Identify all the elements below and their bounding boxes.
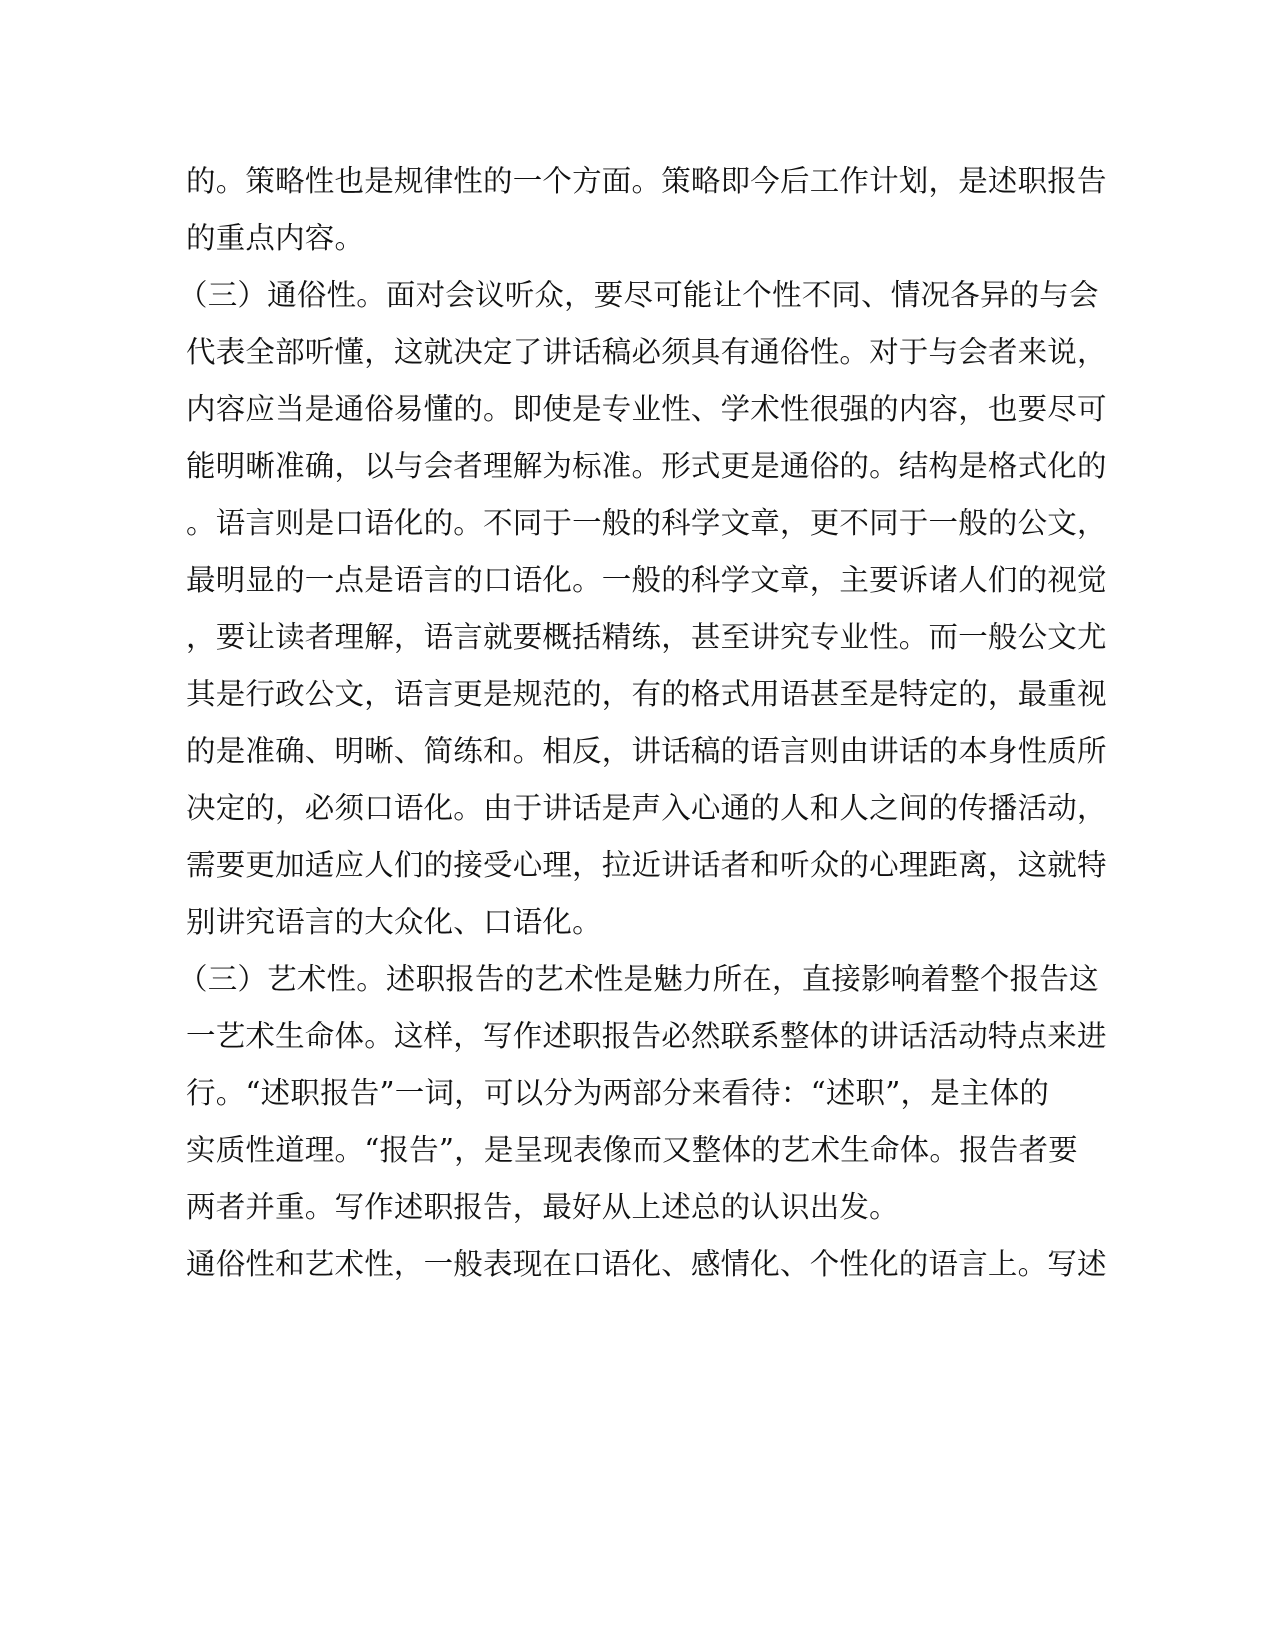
text-line: 。语言则是口语化的。不同于一般的科学文章，更不同于一般的公文， <box>186 506 1107 540</box>
text-line: 内容应当是通俗易懂的。即使是专业性、学术性很强的内容，也要尽可 <box>186 392 1107 426</box>
text-line: 实质性道理。“报告”，是呈现表像而又整体的艺术生命体。报告者要 <box>186 1133 1078 1167</box>
text-line: 的。策略性也是规律性的一个方面。策略即今后工作计划，是述职报告 <box>186 164 1107 198</box>
text-line: 两者并重。写作述职报告，最好从上述总的认识出发。 <box>186 1190 899 1224</box>
body-text <box>178 153 1107 1293</box>
text-line: 行。“述职报告”一词，可以分为两部分来看待：“述职”，是主体的 <box>186 1076 1050 1110</box>
text-line: 通俗性和艺术性，一般表现在口语化、感情化、个性化的语言上。写述 <box>186 1247 1107 1281</box>
text-line: ，要让读者理解，语言就要概括精练，甚至讲究专业性。而一般公文尤 <box>186 620 1107 654</box>
text-line: 一艺术生命体。这样，写作述职报告必然联系整体的讲话活动特点来进 <box>186 1019 1107 1053</box>
text-line: 能明晰准确，以与会者理解为标准。形式更是通俗的。结构是格式化的 <box>186 449 1107 483</box>
section-heading-line: （三）艺术性。述职报告的艺术性是魅力所在，直接影响着整个报告这 <box>178 962 1099 996</box>
text-line: 代表全部听懂，这就决定了讲话稿必须具有通俗性。对于与会者来说， <box>186 335 1107 369</box>
text-line: 决定的，必须口语化。由于讲话是声入心通的人和人之间的传播活动， <box>186 791 1107 825</box>
text-line: 最明显的一点是语言的口语化。一般的科学文章，主要诉诸人们的视觉 <box>186 563 1107 597</box>
text-line: 的重点内容。 <box>186 221 365 255</box>
text-line: 其是行政公文，语言更是规范的，有的格式用语甚至是特定的，最重视 <box>186 677 1107 711</box>
section-heading-line: （三）通俗性。面对会议听众，要尽可能让个性不同、情况各异的与会 <box>178 278 1099 312</box>
text-line: 需要更加适应人们的接受心理，拉近讲话者和听众的心理距离，这就特 <box>186 848 1107 882</box>
text-line: 的是准确、明晰、简练和。相反，讲话稿的语言则由讲话的本身性质所 <box>186 734 1107 768</box>
text-line: 别讲究语言的大众化、口语化。 <box>186 905 602 939</box>
